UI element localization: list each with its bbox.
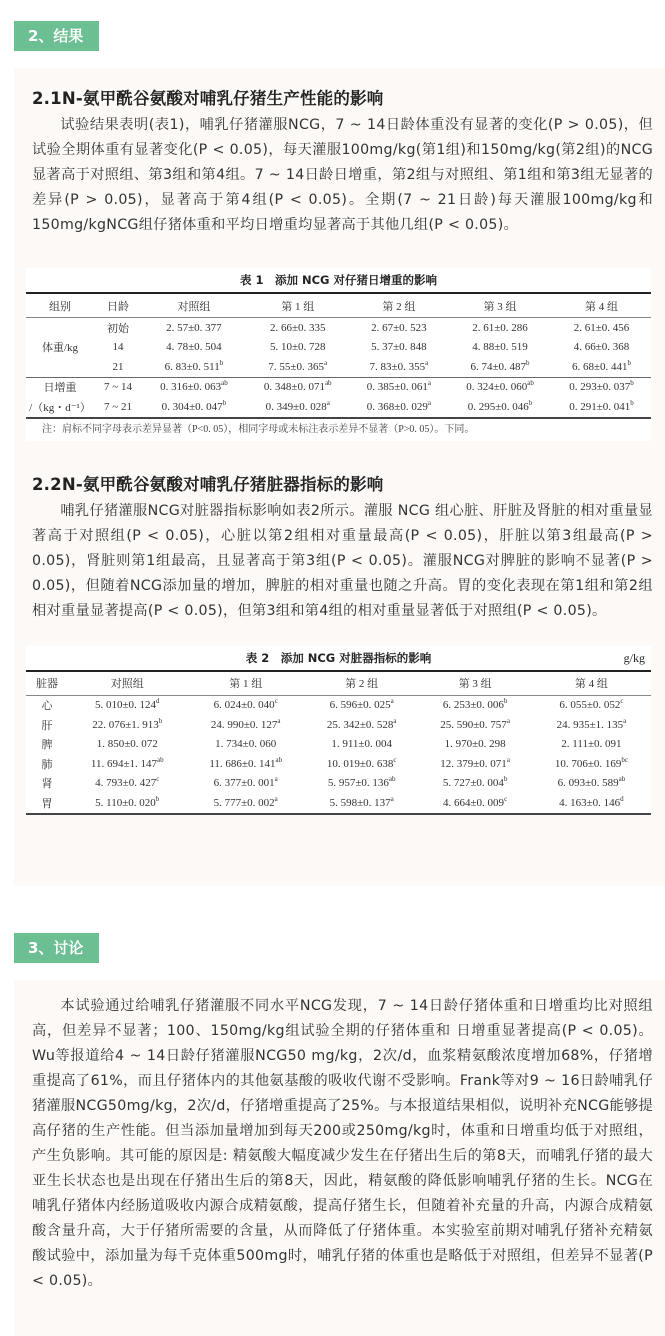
cell: 5. 010±0. 124$^d$ <box>94 697 160 712</box>
col-header: 第 1 组 <box>186 671 304 696</box>
cell-organ: 脾 <box>41 739 53 752</box>
cell: 2. 57±0. 377 <box>166 321 222 334</box>
col-header: 第 3 组 <box>448 293 552 318</box>
cell: 10. 019±0. 638$^c$ <box>326 755 397 770</box>
table-1-grid <box>26 292 651 419</box>
table-row <box>26 318 651 338</box>
row-group-label: /（kg・d⁻¹） <box>26 397 94 418</box>
cell: 7. 55±0. 365$^a$ <box>268 358 328 373</box>
cell: 5. 37±0. 848 <box>371 341 427 354</box>
cell: 24. 935±1. 135$^a$ <box>556 716 627 731</box>
cell: 6. 253±0. 006$^b$ <box>442 697 508 712</box>
col-header: 对照组 <box>68 671 186 696</box>
col-header: 第 2 组 <box>350 293 448 318</box>
cell-organ: 心 <box>41 700 53 713</box>
cell: 6. 377±0. 001$^a$ <box>213 775 278 790</box>
table-row <box>26 397 651 418</box>
cell: 0. 348±0. $071^{ab}$ <box>246 377 350 397</box>
cell: 6. 596±0. 025$^a$ <box>329 697 394 712</box>
table-1-note: 注：肩标不同字母表示差异显著（P<0. 05），相同字母或未标注表示差异不显著（P>0. 05）。下同。 <box>42 423 475 435</box>
table-2-unit: g/kg <box>623 650 645 665</box>
section-heading-discussion: 3、讨论 <box>14 933 99 963</box>
cell: 6. 68±0. 441$^b$ <box>571 358 631 373</box>
cell: 1. 850±0. 072 <box>96 738 158 751</box>
col-header: 第 4 组 <box>532 671 651 696</box>
table-row <box>26 774 651 794</box>
cell-age: 21 <box>112 360 124 373</box>
cell: 4. 66±0. 368 <box>573 341 630 354</box>
table-row <box>26 338 651 358</box>
cell: 4. 664±0. 009$^c$ <box>418 793 531 814</box>
cell: 4. 793±0. 427$^c$ <box>95 775 160 790</box>
table-row <box>26 377 651 397</box>
cell: 0. 324±0. $060^{ab}$ <box>448 377 552 397</box>
discussion-panel <box>14 980 665 1336</box>
results-panel <box>14 68 665 886</box>
cell: 6. 055±0. 052$^c$ <box>559 697 624 712</box>
cell: 5. 727±0. 004$^b$ <box>442 775 508 790</box>
col-header: 第 1 组 <box>246 293 350 318</box>
col-header: 第 3 组 <box>418 671 531 696</box>
cell: 6. 83±0. 511$^b$ <box>164 358 224 373</box>
cell: 0. 349±0. 028$^a$ <box>246 397 350 418</box>
cell: 24. 990±0. 127$^a$ <box>210 716 281 731</box>
col-header: 第 4 组 <box>552 293 651 318</box>
col-header: 脏器 <box>26 671 68 696</box>
cell: 2. 67±0. 523 <box>371 321 427 334</box>
cell: 12. 379±0. 071$^a$ <box>440 755 510 770</box>
cell: 10. 706±0. $169^{bc}$ <box>554 755 628 770</box>
table-row <box>26 735 651 755</box>
cell-age: 7 ~ 14 <box>94 377 142 397</box>
paragraph-performance: 试验结果表明(表1)，哺乳仔猪灌服NCG，7 ~ 14日龄体重没有显著的变化(P > 0.05)，但试验全期体重有显著变化(P < 0.05)，每天灌服100mg/kg(第1组)和150mg/kg(第2组)的NCG显著高于对照组、第3组和第4组。7 ~ 14日龄日增重，第2组与对照组、第1组和第3组无显著的差异(P > 0.05)，显著高于第4组(P < 0.05)。全期(7 ~ 21日龄)每天灌服100mg/kg和150mg/kgNCG组仔猪体重和平均日增重均显著高于其他几组(P < 0.05)。 <box>32 117 653 233</box>
table-2 <box>26 646 651 815</box>
section-heading-results: 2、结果 <box>14 21 99 51</box>
subsection-title-organs: 2.2N-氨甲酰谷氨酸对哺乳仔猪脏器指标的影响 <box>32 474 384 494</box>
cell: 25. 590±0. 757$^a$ <box>440 716 510 731</box>
row-group-label: 日增重 <box>26 377 94 397</box>
cell: 5. 777±0. 002$^a$ <box>186 793 304 814</box>
cell: 1. 734±0. 060 <box>215 738 277 751</box>
table-row <box>26 793 651 814</box>
cell: 11. 686±0. $141^{ab}$ <box>209 755 283 770</box>
table-header-row <box>26 671 651 696</box>
cell-organ: 肾 <box>41 778 53 791</box>
cell: 25. 342±0. 528$^a$ <box>326 716 397 731</box>
table-row <box>26 715 651 735</box>
cell: 5. 957±0. $136^{ab}$ <box>327 775 396 790</box>
cell: 1. 970±0. 298 <box>444 738 506 751</box>
col-header: 第 2 组 <box>305 671 418 696</box>
cell: 11. 694±1. $147^{ab}$ <box>90 755 164 770</box>
cell: 2. 66±0. 335 <box>269 321 326 334</box>
cell: 7. 83±0. 355$^a$ <box>369 358 429 373</box>
cell: 4. 163±0. 146$^d$ <box>532 793 651 814</box>
col-header: 组别 <box>26 293 94 318</box>
cell-age: 14 <box>112 341 124 354</box>
cell: 1. 911±0. 004 <box>331 738 392 751</box>
subsection-title-performance: 2.1N-氨甲酰谷氨酸对哺乳仔猪生产性能的影响 <box>32 89 384 108</box>
cell: 2. 61±0. 456 <box>573 321 630 334</box>
cell: 0. 368±0. 029$^a$ <box>350 397 448 418</box>
cell-age: 7 ~ 21 <box>94 397 142 418</box>
cell-organ: 胃 <box>26 793 68 814</box>
cell: 6. 024±0. 040$^c$ <box>213 697 278 712</box>
cell: 6. 74±0. 487$^b$ <box>470 358 530 373</box>
cell: 0. 304±0. 047$^b$ <box>142 397 246 418</box>
table-row <box>26 695 651 715</box>
cell: 0. 293±0. 037$^b$ <box>552 377 651 397</box>
cell: 2. 61±0. 286 <box>472 321 528 334</box>
col-header: 日龄 <box>94 293 142 318</box>
cell: 5. 598±0. 137$^a$ <box>305 793 418 814</box>
table-row <box>26 357 651 377</box>
paragraph-organs: 哺乳仔猪灌服NCG对脏器指标影响如表2所示。灌服 NCG 组心脏、肝脏及肾脏的相对重量显著高于对照组(P < 0.05)，心脏以第2组相对重量最高(P < 0.05)，肝脏以第3组最高(P > 0.05)，肾脏则第1组最高，且显著高于第3组(P < 0.05)。灌服NCG对脾脏的影响不显著(P > 0.05)，但随着NCG添加量的增加，脾脏的相对重量也随之升高。胃的变化表现在第1组和第2组相对重量显著提高(P < 0.05)，但第3组和第4组的相对重量显著低于对照组(P < 0.05)。 <box>32 502 653 619</box>
table-1-title: 表 1 添加 NCG 对仔猪日增重的影响 <box>239 273 437 287</box>
row-group-label: 体重/kg <box>41 342 79 355</box>
table-header-row <box>26 293 651 318</box>
cell: 0. 385±0. 061$^a$ <box>350 377 448 397</box>
cell-organ: 肝 <box>41 719 53 732</box>
cell-organ: 肺 <box>41 758 53 771</box>
cell: 22. 076±1. 913$^b$ <box>92 716 163 731</box>
cell: 2. 111±0. 091 <box>561 738 622 751</box>
cell: 5. 110±0. 020$^b$ <box>68 793 186 814</box>
table-row <box>26 754 651 774</box>
cell: 5. 10±0. 728 <box>269 341 326 354</box>
cell-age: 初始 <box>107 322 129 335</box>
paragraph-discussion: 本试验通过给哺乳仔猪灌服不同水平NCG发现，7 ~ 14日龄仔猪体重和日增重均比对照组高，但差异不显著；100、150mg/kg组试验全期的仔猪体重和 日增重显著提高(P < 0.05)。Wu等报道给4 ~ 14日龄仔猪灌服NCG50 mg/kg，2次/d，血浆精氨酸浓度增加68%，仔猪增重提高了61%，而且仔猪体内的其他氨基酸的吸收代谢不受影响。Frank等对9 ~ 16日龄哺乳仔猪灌服NCG50mg/kg，2次/d，仔猪增重提高了25%。与本报道结果相似，说明补充NCG能够提高仔猪的生产性能。但当添加量增加到每天200或250mg/kg时，体重和日增重均低于对照组，产生负影响。其可能的原因是: 精氨酸大幅度减少发生在仔猪出生后的第8天，而哺乳仔猪的最大亚生长状态也是出现在仔猪出生后的第8天，因此，精氨酸的降低影响哺乳仔猪的生长。NCG在哺乳仔猪体内经肠道吸收内源合成精氨酸，提高仔猪生长，但随着补充量的升高，内源合成精氨酸含量升高，大于仔猪所需要的含量，从而降低了仔猪体重。本实验室前期对哺乳仔猪补充精氨酸试验中，添加量为每千克体重500mg时，哺乳仔猪的体重也是略低于对照组，但差异不显著(P < 0.05)。 <box>32 998 653 1289</box>
cell: 0. 295±0. 046$^b$ <box>448 397 552 418</box>
table-2-grid <box>26 670 651 815</box>
col-header: 对照组 <box>142 293 246 318</box>
cell: 4. 78±0. 504 <box>166 341 222 354</box>
table-2-title-text: 表 2 添加 NCG 对脏器指标的影响 <box>245 650 432 665</box>
cell: 6. 093±0. $589^{ab}$ <box>557 775 626 790</box>
cell: 4. 88±0. 519 <box>472 341 528 354</box>
table-2-title <box>26 646 651 670</box>
cell: 0. 316±0. $063^{ab}$ <box>142 377 246 397</box>
cell: 0. 291±0. 041$^b$ <box>552 397 651 418</box>
table-1 <box>26 268 651 441</box>
